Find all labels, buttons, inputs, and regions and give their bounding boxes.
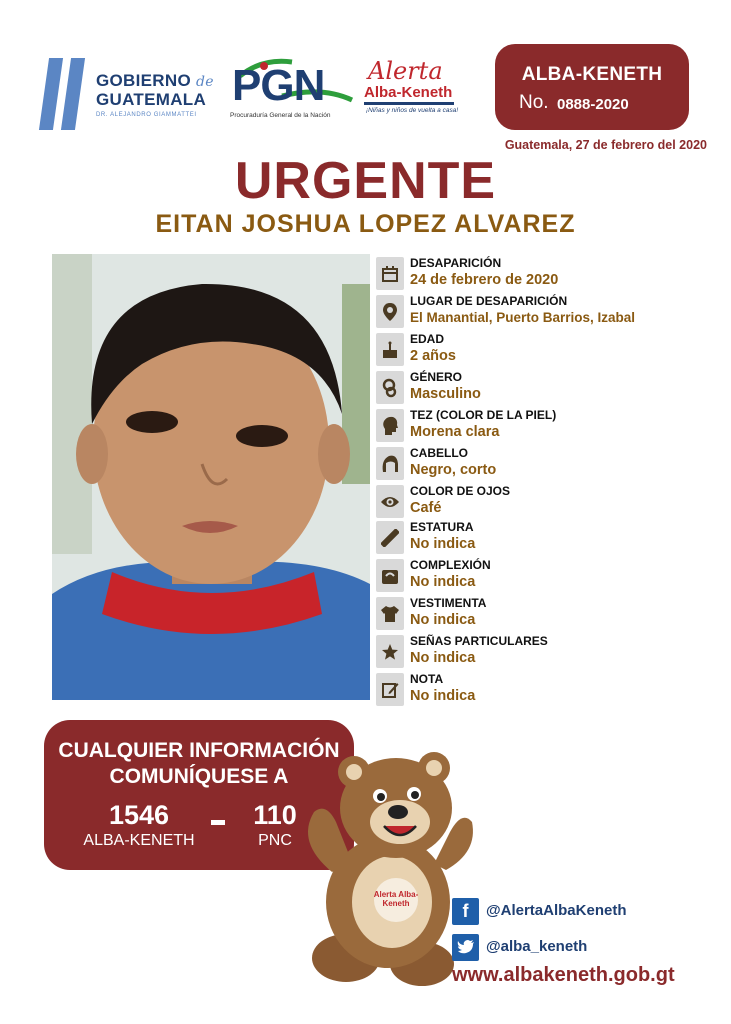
website-link[interactable]: www.albakeneth.gob.gt [452,964,675,986]
case-number-box [495,44,689,130]
note-icon [376,673,404,706]
twitter-icon [452,934,479,961]
phone-alba-keneth[interactable]: 1546 [108,800,170,830]
attr-value: 24 de febrero de 2020 [410,272,559,288]
attr-gender [376,370,706,408]
case-number: 0888-2020 [557,96,629,113]
pgn-text: PGN [232,61,325,110]
attr-location [376,294,706,332]
urgent-heading: URGENTE [234,152,497,210]
alerta-name: Alba-Keneth [364,84,454,105]
alerta-alba-keneth-logo [362,58,482,122]
ruler-icon [376,521,404,554]
attr-value: Masculino [410,386,481,402]
scale-icon [376,559,404,592]
attr-label: TEZ (COLOR DE LA PIEL) [410,408,557,422]
gobierno-president: DR. ALEJANDRO GIAMMATTEI [96,112,197,118]
attr-label: DESAPARICIÓN [410,256,502,270]
attr-value: No indica [410,650,476,666]
twitter-handle: @alba_keneth [486,938,588,955]
pgn-subtitle: Procuraduría General de la Nación [230,112,331,119]
attr-value: No indica [410,574,476,590]
attr-value: El Manantial, Puerto Barrios, Izabal [410,310,636,325]
facebook-icon: f [452,898,479,925]
attr-eye-color [376,484,706,522]
phone-pnc[interactable]: 110 [253,800,297,830]
gobierno-line1: GOBIERNO [96,71,191,90]
facebook-handle: @AlertaAlbaKeneth [486,902,627,919]
attr-label: COLOR DE OJOS [410,484,511,498]
attr-label: GÉNERO [410,370,463,384]
bear-badge-text: Alerta Alba-Keneth [373,890,419,908]
gobierno-line2: GUATEMALA [96,90,207,109]
attr-distinguishing-marks [376,634,706,672]
child-photo [52,254,370,700]
attr-label: CABELLO [410,446,468,460]
attr-label: NOTA [410,672,444,686]
case-title: ALBA-KENETH [521,64,663,85]
alerta-word: Alerta [368,57,443,85]
attr-label: EDAD [410,332,445,346]
gobierno-logo-bars [44,58,88,130]
attr-age [376,332,706,370]
attr-disappearance-date [376,256,706,294]
attr-value: Café [410,500,442,516]
star-icon [376,635,404,668]
attr-value: No indica [410,536,476,552]
attr-value: Morena clara [410,424,500,440]
shirt-icon [376,597,404,630]
phone-separator [211,820,225,825]
attr-label: VESTIMENTA [410,596,487,610]
attr-note [376,672,706,710]
gobierno-logo [96,72,214,118]
attr-value: Negro, corto [410,462,497,478]
gobierno-de: de [196,74,214,90]
attr-clothing [376,596,706,634]
hair-icon [376,447,404,480]
gender-icon [376,371,404,404]
location-pin-icon [376,295,404,328]
contact-line1: CUALQUIER INFORMACIÓN [58,739,340,762]
attr-hair [376,446,706,484]
attr-label: LUGAR DE DESAPARICIÓN [410,294,568,308]
attr-build [376,558,706,596]
attr-label: COMPLEXIÓN [410,558,491,572]
head-profile-icon [376,409,404,442]
attr-label: ESTATURA [410,520,474,534]
attr-value: No indica [410,688,476,704]
attr-skin-tone [376,408,706,446]
pgn-logo [222,56,358,124]
attr-label: SEÑAS PARTICULARES [410,634,548,648]
child-name: EITAN JOSHUA LOPEZ ALVAREZ [155,210,576,238]
attr-value: No indica [410,612,476,628]
phone-pnc-label: PNC [258,832,292,849]
attr-value: 2 años [410,348,456,364]
eye-icon [376,485,404,518]
issue-date: Guatemala, 27 de febrero del 2020 [504,138,707,152]
case-no-label: No. [519,92,549,113]
calendar-icon [376,257,404,290]
contact-line2: COMUNÍQUESE A [109,765,289,788]
attr-height [376,520,706,558]
cake-icon [376,333,404,366]
alerta-tagline: ¡Niñas y niños de vuelta a casa! [366,107,459,114]
phone-alba-keneth-label: ALBA-KENETH [83,832,195,849]
